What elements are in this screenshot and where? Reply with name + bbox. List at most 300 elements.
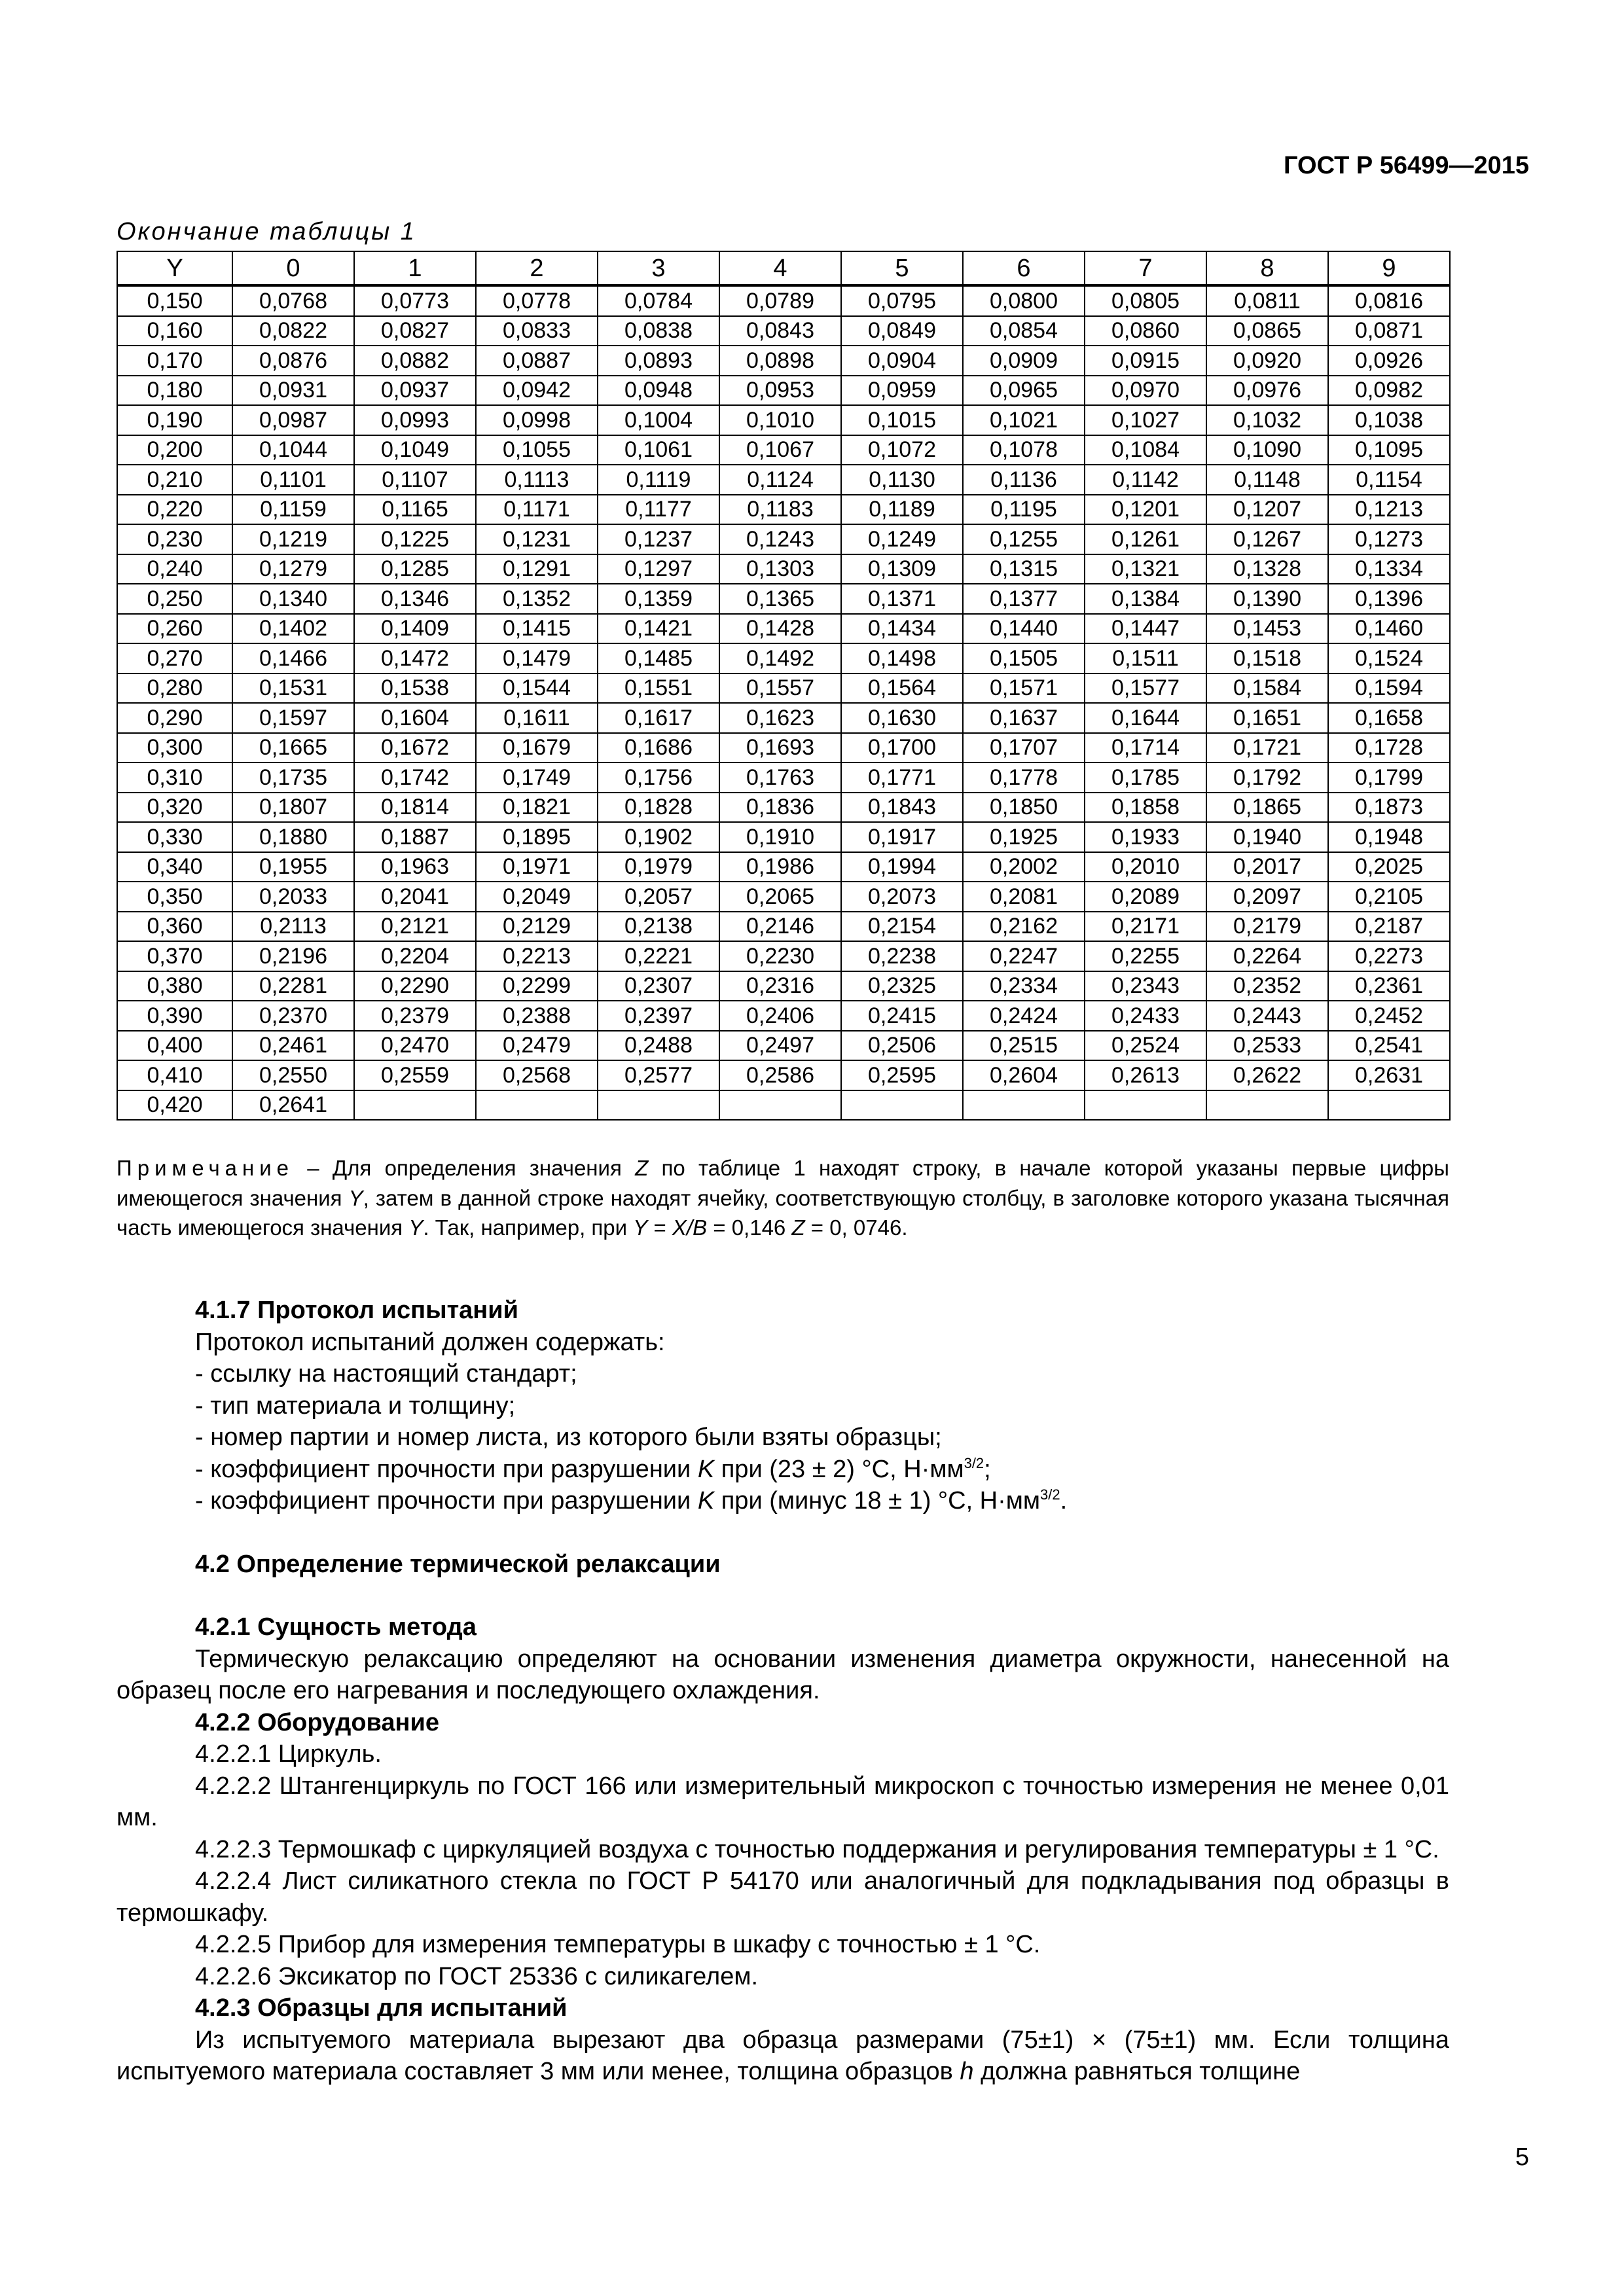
table-cell: 0,1963 xyxy=(354,852,476,882)
table-cell: 0,2010 xyxy=(1085,852,1206,882)
table-cell: 0,1447 xyxy=(1085,614,1206,644)
table-cell: 0,2622 xyxy=(1206,1060,1328,1090)
table-cell: 0,2264 xyxy=(1206,941,1328,971)
table-cell: 0,1189 xyxy=(841,495,963,525)
table-cell: 0,0784 xyxy=(598,285,719,316)
table-note xyxy=(117,1153,1449,1243)
table-row xyxy=(117,703,1450,733)
table-cell: 0,1303 xyxy=(719,554,841,584)
table-cell: 0,2281 xyxy=(232,971,354,1001)
table-cell: 0,0882 xyxy=(354,346,476,376)
table-cell xyxy=(1085,1090,1206,1121)
table-cell: 0,1154 xyxy=(1328,465,1450,495)
table-cell: 0,1171 xyxy=(476,495,598,525)
table-cell: 0,0970 xyxy=(1085,376,1206,406)
table-cell: 0,2533 xyxy=(1206,1031,1328,1061)
table-row xyxy=(117,733,1450,763)
table-cell: 0,0948 xyxy=(598,376,719,406)
note-text: = 0, 0746. xyxy=(804,1215,908,1240)
table-cell: 0,1466 xyxy=(232,643,354,673)
table-cell: 0,0865 xyxy=(1206,316,1328,346)
table-cell: 0,1910 xyxy=(719,822,841,852)
table-cell: 0,2415 xyxy=(841,1001,963,1031)
table-cell: 0,1756 xyxy=(598,762,719,793)
table-cell: 0,1693 xyxy=(719,733,841,763)
table-cell: 0,1821 xyxy=(476,793,598,823)
table-cell: 0,1460 xyxy=(1328,614,1450,644)
table-cell: 0,2025 xyxy=(1328,852,1450,882)
table-cell: 0,2196 xyxy=(232,941,354,971)
table-cell: 0,1836 xyxy=(719,793,841,823)
table-cell: 0,1195 xyxy=(963,495,1085,525)
table-cell: 0,2089 xyxy=(1085,882,1206,912)
equipment-item: 4.2.2.4 Лист силикатного стекла по ГОСТ Р 54170 или аналогичный для подкладывания под образцы в термошкафу. xyxy=(117,1867,1449,1927)
table-cell: 0,1564 xyxy=(841,673,963,704)
table-cell: 0,1843 xyxy=(841,793,963,823)
table-cell: 0,1735 xyxy=(232,762,354,793)
row-key-cell: 0,360 xyxy=(117,912,232,942)
table-cell: 0,1577 xyxy=(1085,673,1206,704)
table-row xyxy=(117,852,1450,882)
row-key-cell: 0,420 xyxy=(117,1090,232,1121)
note-var: Z xyxy=(635,1156,649,1180)
table-cell: 0,1038 xyxy=(1328,405,1450,435)
table-cell: 0,0795 xyxy=(841,285,963,316)
row-key-cell: 0,390 xyxy=(117,1001,232,1031)
table-cell: 0,0876 xyxy=(232,346,354,376)
table-cell: 0,1858 xyxy=(1085,793,1206,823)
note-label: Примечание xyxy=(117,1156,295,1180)
table-cell: 0,1113 xyxy=(476,465,598,495)
table-cell xyxy=(1328,1090,1450,1121)
table-cell: 0,2204 xyxy=(354,941,476,971)
table-cell: 0,1090 xyxy=(1206,435,1328,465)
section-heading-4-2-2: 4.2.2 Оборудование xyxy=(195,1708,439,1736)
table-cell: 0,0871 xyxy=(1328,316,1450,346)
table-cell: 0,2057 xyxy=(598,882,719,912)
table-cell: 0,2388 xyxy=(476,1001,598,1031)
table-cell: 0,2162 xyxy=(963,912,1085,942)
table-cell: 0,0982 xyxy=(1328,376,1450,406)
table-cell: 0,2213 xyxy=(476,941,598,971)
table-cell: 0,1177 xyxy=(598,495,719,525)
table-cell: 0,1365 xyxy=(719,584,841,614)
table-cell: 0,2179 xyxy=(1206,912,1328,942)
note-text: – Для определения значения xyxy=(294,1156,636,1180)
equipment-item: 4.2.2.5 Прибор для измерения температуры в шкафу с точностью ± 1 °С. xyxy=(195,1931,1041,1958)
table-cell: 0,1315 xyxy=(963,554,1085,584)
table-cell: 0,1032 xyxy=(1206,405,1328,435)
table-cell xyxy=(963,1090,1085,1121)
table-cell: 0,2113 xyxy=(232,912,354,942)
table-row xyxy=(117,941,1450,971)
table-cell: 0,2307 xyxy=(598,971,719,1001)
table-cell: 0,2146 xyxy=(719,912,841,942)
note-text: . Так, например, при xyxy=(423,1215,634,1240)
table-cell: 0,1742 xyxy=(354,762,476,793)
table-cell xyxy=(1206,1090,1328,1121)
table-cell: 0,0778 xyxy=(476,285,598,316)
note-text: по таблице 1 находят строку, в начале которой указаны первые цифры имеющегося значения xyxy=(117,1156,1449,1210)
table-cell: 0,1902 xyxy=(598,822,719,852)
table-cell: 0,2041 xyxy=(354,882,476,912)
table-cell: 0,0887 xyxy=(476,346,598,376)
table-cell: 0,1346 xyxy=(354,584,476,614)
table-cell: 0,2299 xyxy=(476,971,598,1001)
table-cell: 0,1492 xyxy=(719,643,841,673)
table-cell: 0,1231 xyxy=(476,524,598,554)
table-cell: 0,1799 xyxy=(1328,762,1450,793)
table-cell: 0,1865 xyxy=(1206,793,1328,823)
table-cell: 0,1213 xyxy=(1328,495,1450,525)
table-cell xyxy=(841,1090,963,1121)
table-cell: 0,2097 xyxy=(1206,882,1328,912)
column-header: 8 xyxy=(1206,251,1328,285)
table-cell: 0,2121 xyxy=(354,912,476,942)
table-cell: 0,2187 xyxy=(1328,912,1450,942)
table-cell: 0,1807 xyxy=(232,793,354,823)
row-key-cell: 0,380 xyxy=(117,971,232,1001)
section-heading-4-2-3: 4.2.3 Образцы для испытаний xyxy=(195,1994,568,2022)
row-key-cell: 0,270 xyxy=(117,643,232,673)
section-heading-4-2: 4.2 Определение термической релаксации xyxy=(195,1550,721,1578)
row-key-cell: 0,290 xyxy=(117,703,232,733)
protocol-item: - коэффициент прочности при разрушении K при (23 ± 2) °С, $Н\cdot мм^{3/2}$; xyxy=(195,1454,991,1483)
table-cell: 0,2613 xyxy=(1085,1060,1206,1090)
table-cell: 0,2541 xyxy=(1328,1031,1450,1061)
table-cell: 0,1015 xyxy=(841,405,963,435)
table-cell: 0,1880 xyxy=(232,822,354,852)
table-cell: 0,0773 xyxy=(354,285,476,316)
table-cell: 0,1072 xyxy=(841,435,963,465)
table-cell: 0,2138 xyxy=(598,912,719,942)
table-cell: 0,1055 xyxy=(476,435,598,465)
table-cell: 0,1261 xyxy=(1085,524,1206,554)
column-header: 1 xyxy=(354,251,476,285)
document-body xyxy=(117,1295,1449,2088)
table-cell: 0,0976 xyxy=(1206,376,1328,406)
table-cell: 0,1377 xyxy=(963,584,1085,614)
table-cell: 0,2316 xyxy=(719,971,841,1001)
table-row xyxy=(117,435,1450,465)
table-cell: 0,1165 xyxy=(354,495,476,525)
note-var: Y xyxy=(408,1215,424,1240)
table-cell: 0,0805 xyxy=(1085,285,1206,316)
table-cell: 0,2171 xyxy=(1085,912,1206,942)
row-key-cell: 0,160 xyxy=(117,316,232,346)
table-cell: 0,1686 xyxy=(598,733,719,763)
table-cell: 0,2017 xyxy=(1206,852,1328,882)
table-cell: 0,1095 xyxy=(1328,435,1450,465)
table-cell: 0,1142 xyxy=(1085,465,1206,495)
column-header: 5 xyxy=(841,251,963,285)
note-text: = xyxy=(647,1215,672,1240)
table-row xyxy=(117,495,1450,525)
table-cell: 0,1518 xyxy=(1206,643,1328,673)
table-cell: 0,1594 xyxy=(1328,673,1450,704)
protocol-item: - коэффициент прочности при разрушении K при (минус 18 ± 1) °С, $Н\cdot мм^{3/2}$. xyxy=(195,1486,1068,1515)
section-4-2-3-text: Из испытуемого материала вырезают два образца размерами (75±1) × (75±1) мм. Если толщина испытуемого материала составляет 3 мм или менее, толщина образцов h должна равняться толщине xyxy=(117,2026,1449,2085)
table-cell: 0,1148 xyxy=(1206,465,1328,495)
protocol-intro: Протокол испытаний должен содержать: xyxy=(195,1328,665,1356)
table-cell: 0,1544 xyxy=(476,673,598,704)
table-cell: 0,2641 xyxy=(232,1090,354,1121)
table-cell: 0,1611 xyxy=(476,703,598,733)
table-cell: 0,2515 xyxy=(963,1031,1085,1061)
table-row xyxy=(117,614,1450,644)
equipment-item: 4.2.2.3 Термошкаф с циркуляцией воздуха с точностью поддержания и регулирования температуры ± 1 °С. xyxy=(195,1835,1439,1863)
table-row xyxy=(117,673,1450,704)
table-caption: Окончание таблицы 1 xyxy=(117,218,416,245)
row-key-cell: 0,400 xyxy=(117,1031,232,1061)
table-cell: 0,1887 xyxy=(354,822,476,852)
table-cell: 0,1130 xyxy=(841,465,963,495)
table-cell: 0,1707 xyxy=(963,733,1085,763)
table-row xyxy=(117,1001,1450,1031)
row-key-cell: 0,170 xyxy=(117,346,232,376)
row-key-cell: 0,260 xyxy=(117,614,232,644)
column-header: 0 xyxy=(232,251,354,285)
table-cell: 0,1971 xyxy=(476,852,598,882)
table-cell: 0,1700 xyxy=(841,733,963,763)
table-cell: 0,1267 xyxy=(1206,524,1328,554)
table-cell: 0,1021 xyxy=(963,405,1085,435)
table-cell: 0,2154 xyxy=(841,912,963,942)
table-header-row xyxy=(117,251,1450,285)
table-cell: 0,1792 xyxy=(1206,762,1328,793)
table-cell: 0,1933 xyxy=(1085,822,1206,852)
table-cell: 0,2255 xyxy=(1085,941,1206,971)
table-cell: 0,0959 xyxy=(841,376,963,406)
table-cell: 0,1207 xyxy=(1206,495,1328,525)
table-cell: 0,1644 xyxy=(1085,703,1206,733)
table-cell: 0,1617 xyxy=(598,703,719,733)
column-header: 6 xyxy=(963,251,1085,285)
row-key-cell: 0,200 xyxy=(117,435,232,465)
table-cell: 0,1183 xyxy=(719,495,841,525)
table-cell: 0,2577 xyxy=(598,1060,719,1090)
table-cell: 0,2452 xyxy=(1328,1001,1450,1031)
table-cell: 0,2238 xyxy=(841,941,963,971)
table-cell: 0,2370 xyxy=(232,1001,354,1031)
table-cell: 0,2488 xyxy=(598,1031,719,1061)
table-cell: 0,1557 xyxy=(719,673,841,704)
table-row xyxy=(117,465,1450,495)
table-cell: 0,2433 xyxy=(1085,1001,1206,1031)
row-key-cell: 0,230 xyxy=(117,524,232,554)
table-cell xyxy=(354,1090,476,1121)
table-cell: 0,1136 xyxy=(963,465,1085,495)
table-cell: 0,1124 xyxy=(719,465,841,495)
table-cell: 0,1273 xyxy=(1328,524,1450,554)
row-key-cell: 0,280 xyxy=(117,673,232,704)
table-cell: 0,2352 xyxy=(1206,971,1328,1001)
table-cell: 0,0893 xyxy=(598,346,719,376)
table-cell: 0,1955 xyxy=(232,852,354,882)
table-cell: 0,0849 xyxy=(841,316,963,346)
table-cell: 0,1421 xyxy=(598,614,719,644)
table-cell: 0,1402 xyxy=(232,614,354,644)
table-cell: 0,1101 xyxy=(232,465,354,495)
table-cell: 0,2049 xyxy=(476,882,598,912)
table-cell: 0,2343 xyxy=(1085,971,1206,1001)
table-row xyxy=(117,912,1450,942)
table-cell: 0,1004 xyxy=(598,405,719,435)
table-cell: 0,0909 xyxy=(963,346,1085,376)
table-cell: 0,2497 xyxy=(719,1031,841,1061)
table-row xyxy=(117,822,1450,852)
table-cell: 0,2559 xyxy=(354,1060,476,1090)
table-cell: 0,1917 xyxy=(841,822,963,852)
table-cell: 0,1309 xyxy=(841,554,963,584)
equipment-item: 4.2.2.6 Эксикатор по ГОСТ 25336 с силикагелем. xyxy=(195,1962,759,1990)
note-text: = 0,146 xyxy=(707,1215,792,1240)
values-table xyxy=(117,251,1451,1121)
table-cell: 0,2105 xyxy=(1328,882,1450,912)
table-cell: 0,2081 xyxy=(963,882,1085,912)
row-key-cell: 0,150 xyxy=(117,285,232,316)
table-cell: 0,0953 xyxy=(719,376,841,406)
table-cell: 0,1828 xyxy=(598,793,719,823)
table-cell: 0,1925 xyxy=(963,822,1085,852)
column-header: 3 xyxy=(598,251,719,285)
table-cell: 0,0811 xyxy=(1206,285,1328,316)
table-row xyxy=(117,584,1450,614)
table-cell: 0,2221 xyxy=(598,941,719,971)
table-row xyxy=(117,524,1450,554)
row-key-cell: 0,330 xyxy=(117,822,232,852)
table-cell: 0,1237 xyxy=(598,524,719,554)
row-key-cell: 0,370 xyxy=(117,941,232,971)
table-cell: 0,0904 xyxy=(841,346,963,376)
row-key-cell: 0,410 xyxy=(117,1060,232,1090)
table-cell: 0,1119 xyxy=(598,465,719,495)
section-heading-4-2-1: 4.2.1 Сущность метода xyxy=(195,1613,477,1641)
table-cell: 0,1297 xyxy=(598,554,719,584)
table-cell: 0,1415 xyxy=(476,614,598,644)
table-cell: 0,0926 xyxy=(1328,346,1450,376)
column-header: 7 xyxy=(1085,251,1206,285)
table-cell: 0,1597 xyxy=(232,703,354,733)
row-key-cell: 0,350 xyxy=(117,882,232,912)
table-cell: 0,1067 xyxy=(719,435,841,465)
table-cell: 0,2406 xyxy=(719,1001,841,1031)
table-cell: 0,1850 xyxy=(963,793,1085,823)
note-var: Y xyxy=(348,1185,363,1210)
table-cell: 0,2550 xyxy=(232,1060,354,1090)
table-cell: 0,1679 xyxy=(476,733,598,763)
table-cell: 0,1352 xyxy=(476,584,598,614)
table-cell: 0,1225 xyxy=(354,524,476,554)
page-number: 5 xyxy=(1515,2144,1529,2171)
table-cell: 0,1107 xyxy=(354,465,476,495)
document-id: ГОСТ Р 56499—2015 xyxy=(1284,152,1529,179)
table-cell: 0,1078 xyxy=(963,435,1085,465)
table-cell: 0,2586 xyxy=(719,1060,841,1090)
table-cell: 0,1428 xyxy=(719,614,841,644)
table-cell: 0,1814 xyxy=(354,793,476,823)
table-cell: 0,0833 xyxy=(476,316,598,346)
table-cell: 0,1479 xyxy=(476,643,598,673)
table-cell: 0,1027 xyxy=(1085,405,1206,435)
table-row xyxy=(117,793,1450,823)
table-cell: 0,2065 xyxy=(719,882,841,912)
table-row xyxy=(117,1060,1450,1090)
table-cell: 0,1623 xyxy=(719,703,841,733)
table-cell: 0,2568 xyxy=(476,1060,598,1090)
table-cell: 0,1396 xyxy=(1328,584,1450,614)
table-cell: 0,1505 xyxy=(963,643,1085,673)
table-cell: 0,0854 xyxy=(963,316,1085,346)
table-body xyxy=(117,285,1450,1120)
table-cell: 0,1785 xyxy=(1085,762,1206,793)
row-key-cell: 0,240 xyxy=(117,554,232,584)
table-cell: 0,0838 xyxy=(598,316,719,346)
table-cell: 0,1334 xyxy=(1328,554,1450,584)
table-cell: 0,1084 xyxy=(1085,435,1206,465)
table-cell: 0,2334 xyxy=(963,971,1085,1001)
table-cell: 0,0993 xyxy=(354,405,476,435)
table-cell: 0,2290 xyxy=(354,971,476,1001)
table-cell: 0,1485 xyxy=(598,643,719,673)
table-cell: 0,2479 xyxy=(476,1031,598,1061)
table-cell: 0,1994 xyxy=(841,852,963,882)
table-cell: 0,1763 xyxy=(719,762,841,793)
table-cell: 0,1665 xyxy=(232,733,354,763)
table-row xyxy=(117,554,1450,584)
table-cell: 0,1243 xyxy=(719,524,841,554)
table-cell: 0,0915 xyxy=(1085,346,1206,376)
table-cell: 0,2273 xyxy=(1328,941,1450,971)
protocol-item: - ссылку на настоящий стандарт; xyxy=(195,1360,577,1388)
table-cell: 0,0822 xyxy=(232,316,354,346)
table-cell: 0,2424 xyxy=(963,1001,1085,1031)
table-cell: 0,1390 xyxy=(1206,584,1328,614)
protocol-item: - тип материала и толщину; xyxy=(195,1391,516,1420)
table-row xyxy=(117,316,1450,346)
table-cell: 0,0800 xyxy=(963,285,1085,316)
table-cell: 0,0843 xyxy=(719,316,841,346)
table-cell: 0,1453 xyxy=(1206,614,1328,644)
table-cell: 0,0998 xyxy=(476,405,598,435)
table-row xyxy=(117,643,1450,673)
table-cell: 0,1651 xyxy=(1206,703,1328,733)
table-cell: 0,1524 xyxy=(1328,643,1450,673)
table-cell: 0,2631 xyxy=(1328,1060,1450,1090)
table-row xyxy=(117,1031,1450,1061)
table-cell: 0,0920 xyxy=(1206,346,1328,376)
table-cell: 0,1771 xyxy=(841,762,963,793)
table-cell: 0,2397 xyxy=(598,1001,719,1031)
table-cell: 0,1778 xyxy=(963,762,1085,793)
table-row xyxy=(117,405,1450,435)
table-cell: 0,1255 xyxy=(963,524,1085,554)
note-text: , затем в данной строке находят ячейку, соответствующую столбцу, в заголовке которого указана тысячная часть имеющегося значения xyxy=(117,1185,1449,1240)
table-cell: 0,1728 xyxy=(1328,733,1450,763)
section-4-2-1-text: Термическую релаксацию определяют на основании изменения диаметра окружности, нанесенной на образец после его нагревания и последующего охлаждения. xyxy=(117,1645,1449,1704)
table-row xyxy=(117,762,1450,793)
table-row xyxy=(117,376,1450,406)
table-cell: 0,1531 xyxy=(232,673,354,704)
table-cell: 0,0965 xyxy=(963,376,1085,406)
table-cell: 0,1159 xyxy=(232,495,354,525)
table-cell: 0,1511 xyxy=(1085,643,1206,673)
table-cell: 0,1219 xyxy=(232,524,354,554)
table-cell: 0,1979 xyxy=(598,852,719,882)
table-row xyxy=(117,346,1450,376)
table-cell: 0,1434 xyxy=(841,614,963,644)
table-cell: 0,1049 xyxy=(354,435,476,465)
